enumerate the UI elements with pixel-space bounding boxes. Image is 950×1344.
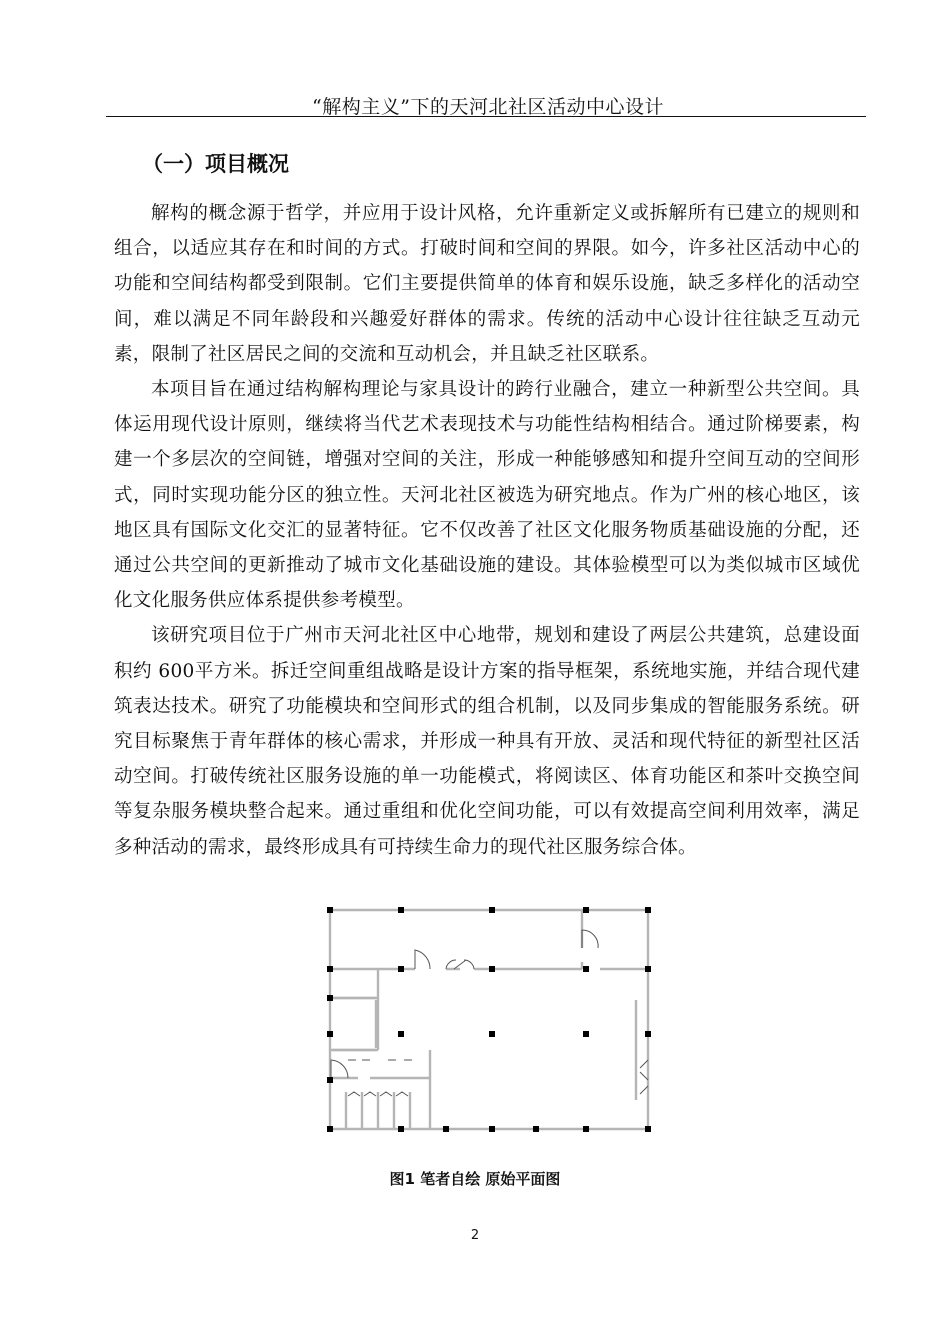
running-header: “解构主义”下的天河北社区活动中心设计 [312, 96, 664, 118]
structural-column [327, 1031, 333, 1037]
structural-column [533, 1126, 539, 1132]
left-room-divider [333, 998, 376, 1050]
structural-column [583, 966, 589, 972]
structural-column [645, 1031, 651, 1037]
structural-column [327, 995, 333, 1001]
structural-column [443, 1126, 449, 1132]
paragraph-1: 解构的概念源于哲学，并应用于设计风格，允许重新定义或拆解所有已建立的规则和组合，以适应其存在和时间的方式。打破时间和空间的界限。如今，许多社区活动中心的功能和空间结构都受到限制。它们主要提供简单的体育和娱乐设施，缺乏多样化的活动空间，难以满足不同年龄段和兴趣爱好群体的需求。传统的活动中心设计往往缺乏互动元素，限制了社区居民之间的交流和互动机会，并且缺乏社区联系。 [114, 203, 860, 365]
structural-column [398, 907, 404, 913]
structural-column [489, 907, 495, 913]
service-stall-wall [346, 1092, 410, 1129]
structural-column [398, 1031, 404, 1037]
door-swing [582, 930, 598, 948]
structural-column [645, 1126, 651, 1132]
left-room-wall [330, 969, 378, 1050]
paragraph-3: 该研究项目位于广州市天河北社区中心地带，规划和建设了两层公共建筑，总建设面积约 600平方米。拆迁空间重组战略是设计方案的指导框架，系统地实施，并结合现代建筑表达技术。研究了功能模块和空间形式的组合机制，以及同步集成的智能服务系统。研究目标聚焦于青年群体的核心需求，并形成一种具有开放、灵活和现代特征的新型社区活动空间。打破传统社区服务设施的单一功能模式，将阅读区、体育功能区和茶叶交换空间等复杂服务模块整合起来。通过重组和优化空间功能，可以有效提高空间利用效率，满足多种活动的需求，最终形成具有可持续生命力的现代社区服务综合体。 [114, 625, 860, 858]
structural-column [327, 907, 333, 913]
structural-column [327, 966, 333, 972]
section-heading: （一）项目概况 [142, 152, 289, 176]
structural-column [489, 1126, 495, 1132]
figure-caption: 图1 笔者自绘 原始平面图 [389, 1170, 561, 1188]
page-number: 2 [470, 1228, 480, 1243]
structural-column [327, 1077, 333, 1083]
paragraph-2: 本项目旨在通过结构解构理论与家具设计的跨行业融合，建立一种新型公共空间。具体运用现代设计原则，继续将当代艺术表现技术与功能性结构相结合。通过阶梯要素，构建一个多层次的空间链，增强对空间的关注，形成一种能够感知和提升空间互动的空间形式，同时实现功能分区的独立性。天河北社区被选为研究地点。作为广州的核心地区，该地区具有国际文化交汇的显著特征。它不仅改善了社区文化服务物质基础设施的分配，还通过公共空间的更新推动了城市文化基础设施的建设。其体验模型可以为类似城市区域优化文化服务供应体系提供参考模型。 [114, 379, 860, 612]
structural-column [645, 966, 651, 972]
header-rule [106, 116, 866, 117]
structural-column [645, 907, 651, 913]
door-swing [415, 950, 430, 969]
structural-column [327, 1126, 333, 1132]
structural-column [398, 1126, 404, 1132]
body-text [114, 196, 860, 865]
structural-column [489, 1031, 495, 1037]
structural-column [583, 1126, 589, 1132]
structural-column [398, 966, 404, 972]
structural-column [489, 966, 495, 972]
structural-column [583, 907, 589, 913]
double-door [446, 960, 474, 969]
floor-plan-walls [330, 910, 648, 1129]
structural-column [583, 1031, 589, 1037]
floor-plan-figure [318, 900, 662, 1142]
